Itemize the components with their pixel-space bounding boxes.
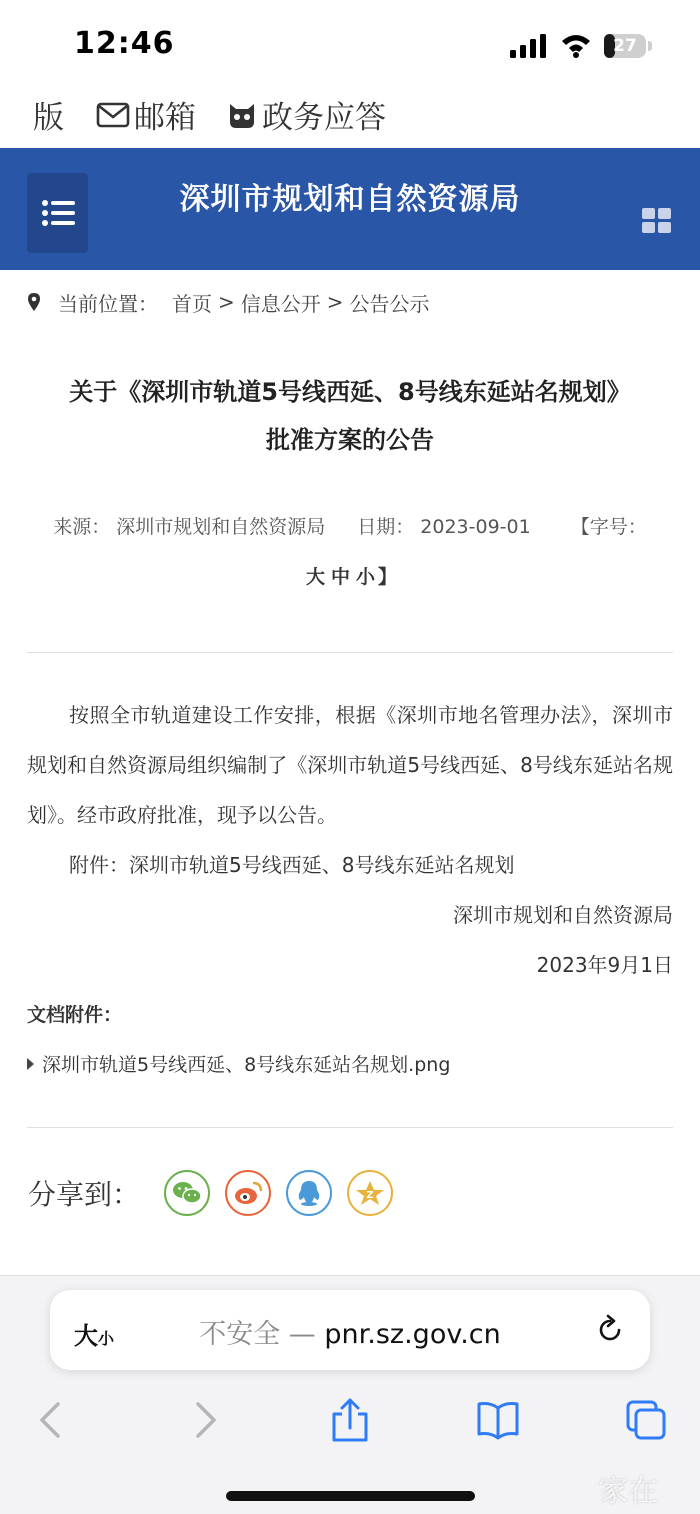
site-header xyxy=(0,148,700,270)
share-qzone-button[interactable] xyxy=(347,1170,393,1216)
signature-date: 2023年9月1日 xyxy=(536,953,673,977)
reload-icon[interactable] xyxy=(594,1314,626,1346)
status-time: 12:46 xyxy=(74,26,175,61)
cellular-signal-icon xyxy=(510,34,548,58)
qzone-icon xyxy=(355,1179,385,1207)
top-links xyxy=(0,88,700,148)
caret-right-icon xyxy=(27,1058,34,1070)
gov-qa-label: 政务应答 xyxy=(262,100,386,136)
article-paragraph: 按照全市轨道建设工作安排，根据《深圳市地名管理办法》，深圳市规划和自然资源局组织编制了《深圳市轨道5号线西延、8号线东延站名规划》。经市政府批准，现予以公告。 xyxy=(27,703,673,827)
weibo-icon xyxy=(233,1180,263,1206)
qq-icon xyxy=(296,1179,322,1207)
date-value: 2023-09-01 xyxy=(420,516,531,538)
source-label: 来源： xyxy=(53,516,111,538)
text-size-large: 大 xyxy=(74,1322,98,1350)
bookmarks-icon[interactable] xyxy=(476,1398,520,1442)
site-title: 深圳市规划和自然资源局 xyxy=(179,182,521,217)
breadcrumb-info[interactable]: 信息公开 xyxy=(240,291,321,316)
browser-chrome xyxy=(0,1275,700,1514)
attachments-label: 文档附件： xyxy=(27,1004,123,1026)
text-size-small: 小 xyxy=(98,1329,115,1348)
font-size-close: 】 xyxy=(378,566,398,588)
font-size-label: 【字号： xyxy=(570,516,647,538)
share-qq-button[interactable] xyxy=(286,1170,332,1216)
share-label: 分享到： xyxy=(28,1178,141,1211)
article-body xyxy=(27,690,673,990)
font-size-small-link[interactable]: 小 xyxy=(356,566,376,588)
status-bar xyxy=(0,0,700,88)
article-title-line2: 批准方案的公告 xyxy=(266,426,434,454)
home-indicator xyxy=(226,1491,475,1501)
wechat-icon xyxy=(172,1180,202,1206)
divider xyxy=(27,1127,673,1128)
share-bar xyxy=(28,1170,408,1216)
breadcrumb-label: 当前位置： xyxy=(58,291,158,316)
signature: 深圳市规划和自然资源局 xyxy=(453,903,673,927)
insecure-label: 不安全 — xyxy=(199,1319,316,1350)
article-meta xyxy=(30,502,670,602)
attachment-file-name: 深圳市轨道5号线西延、8号线东延站名规划.png xyxy=(42,1054,451,1076)
article-title xyxy=(30,368,670,464)
url-display xyxy=(50,1312,650,1351)
font-size-options xyxy=(30,552,670,602)
tabs-icon[interactable] xyxy=(624,1398,668,1442)
divider xyxy=(27,652,673,653)
attachment-file-link[interactable] xyxy=(27,1050,450,1077)
gov-qa-link[interactable] xyxy=(226,92,386,137)
breadcrumb xyxy=(28,287,430,317)
svg-text:Z: Z xyxy=(366,1190,374,1201)
battery-tip xyxy=(648,41,652,51)
back-icon[interactable] xyxy=(30,1398,74,1442)
url-text: pnr.sz.gov.cn xyxy=(324,1319,501,1350)
breadcrumb-home[interactable]: 首页 xyxy=(172,291,212,316)
wifi-icon xyxy=(560,32,592,58)
share-icon[interactable] xyxy=(328,1398,372,1442)
breadcrumb-notice[interactable]: 公告公示 xyxy=(349,291,430,316)
font-size-medium-link[interactable]: 中 xyxy=(330,566,350,588)
mail-link[interactable] xyxy=(96,92,196,137)
mail-label: 邮箱 xyxy=(134,100,196,136)
forward-icon[interactable] xyxy=(182,1398,226,1442)
battery-level: 27 xyxy=(613,36,637,56)
attachment-line: 附件：深圳市轨道5号线西延、8号线东延站名规划 xyxy=(69,853,515,877)
mail-icon xyxy=(96,101,130,129)
grid-icon[interactable] xyxy=(642,208,672,234)
robot-icon xyxy=(226,100,258,130)
location-pin-icon xyxy=(28,293,40,311)
address-bar[interactable] xyxy=(50,1290,650,1370)
share-weibo-button[interactable] xyxy=(225,1170,271,1216)
font-version-label: 版 xyxy=(33,100,64,136)
font-version-link[interactable] xyxy=(33,92,64,137)
battery-icon xyxy=(604,34,646,58)
font-size-large-link[interactable]: 大 xyxy=(305,566,325,588)
breadcrumb-separator: > xyxy=(218,290,235,314)
share-wechat-button[interactable] xyxy=(164,1170,210,1216)
article-title-line1: 关于《深圳市轨道5号线西延、8号线东延站名规划》 xyxy=(69,378,631,406)
breadcrumb-separator: > xyxy=(326,290,344,314)
watermark: 家在 xyxy=(598,1474,658,1509)
source-value: 深圳市规划和自然资源局 xyxy=(116,516,326,538)
date-label: 日期： xyxy=(357,516,415,538)
